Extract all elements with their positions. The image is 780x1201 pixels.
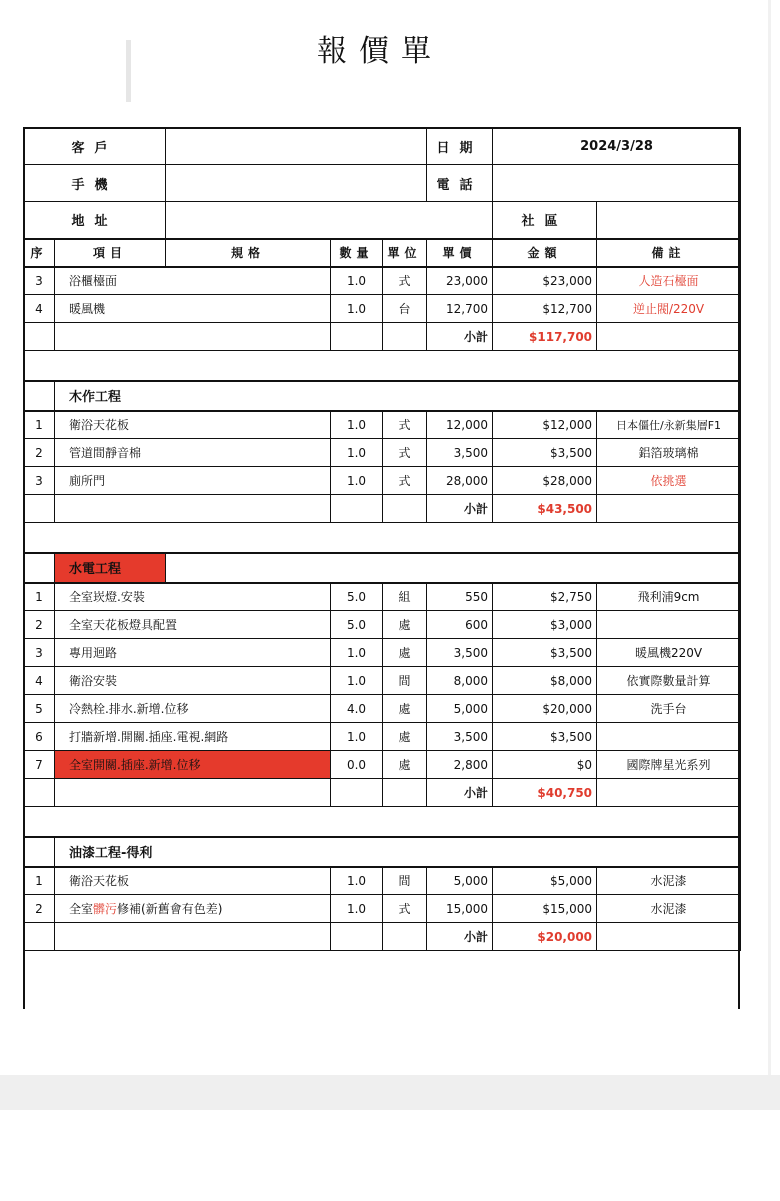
row-no: 3 (24, 639, 55, 667)
table-row (24, 751, 741, 779)
row-item-highlighted: 全室開關.插座.新增.位移 (55, 751, 331, 779)
row-no: 2 (24, 611, 55, 639)
row-item: 衛浴天花板 (55, 411, 331, 439)
row-no: 2 (24, 439, 55, 467)
row-note: 逆止閥/220V (597, 295, 741, 323)
phone-value[interactable] (493, 165, 741, 202)
row-price: 2,800 (427, 751, 493, 779)
table-row (24, 723, 741, 751)
row-qty: 1.0 (331, 867, 383, 895)
document-title: 報價單 (317, 34, 443, 69)
row-qty: 1.0 (331, 295, 383, 323)
row-item-part: 修補(新舊會有色差) (117, 902, 223, 916)
date-label: 日期 (427, 128, 493, 165)
row-price: 3,500 (427, 639, 493, 667)
row-unit: 組 (383, 583, 427, 611)
row-unit: 間 (383, 867, 427, 895)
row-amount: $8,000 (493, 667, 597, 695)
col-no: 序 (24, 239, 55, 267)
phone-label: 電話 (427, 165, 493, 202)
row-price: 12,000 (427, 411, 493, 439)
section-name: 油漆工程-得利 (55, 837, 741, 867)
community-value[interactable] (597, 202, 741, 239)
page-bottom-band (0, 1075, 780, 1110)
row-amount: $3,500 (493, 639, 597, 667)
mobile-value[interactable] (166, 165, 427, 202)
address-value[interactable] (166, 202, 493, 239)
row-price: 12,700 (427, 295, 493, 323)
row-amount: $12,000 (493, 411, 597, 439)
row-no: 7 (24, 751, 55, 779)
row-amount: $15,000 (493, 895, 597, 923)
row-qty: 1.0 (331, 639, 383, 667)
row-note: 水泥漆 (597, 895, 741, 923)
customer-value[interactable] (166, 128, 427, 165)
subtotal-label: 小計 (427, 495, 493, 523)
row-note: 日本僵仕/永新集層F1 (597, 411, 741, 439)
row-item: 衛浴安裝 (55, 667, 331, 695)
row-no: 4 (24, 295, 55, 323)
row-no: 3 (24, 267, 55, 295)
col-unit: 單位 (383, 239, 427, 267)
row-item: 全室崁燈.安裝 (55, 583, 331, 611)
row-note: 鋁箔玻璃棉 (597, 439, 741, 467)
subtotal-row (24, 779, 741, 807)
row-unit: 式 (383, 467, 427, 495)
row-amount: $0 (493, 751, 597, 779)
col-item: 項目 (55, 239, 166, 267)
subtotal-row (24, 495, 741, 523)
spacer-row (24, 523, 741, 553)
row-item: 暖風機 (55, 295, 331, 323)
row-price: 3,500 (427, 439, 493, 467)
table-row (24, 611, 741, 639)
subtotal-value: $43,500 (493, 495, 597, 523)
row-note (597, 611, 741, 639)
row-item (55, 895, 331, 923)
table-row (24, 267, 741, 295)
row-qty: 4.0 (331, 695, 383, 723)
table-row (24, 583, 741, 611)
row-unit: 處 (383, 611, 427, 639)
row-note: 洗手台 (597, 695, 741, 723)
row-item: 冷熱栓.排水.新增.位移 (55, 695, 331, 723)
row-item: 專用迴路 (55, 639, 331, 667)
subtotal-label: 小計 (427, 323, 493, 351)
spacer-row (24, 807, 741, 837)
section-header-plumbing-electrical (24, 553, 741, 583)
row-note: 依實際數量計算 (597, 667, 741, 695)
row-amount: $3,000 (493, 611, 597, 639)
row-unit: 處 (383, 639, 427, 667)
row-note: 飛利浦9cm (597, 583, 741, 611)
row-note: 人造石檯面 (597, 267, 741, 295)
row-note (597, 723, 741, 751)
row-price: 3,500 (427, 723, 493, 751)
quote-table (23, 127, 741, 951)
row-amount: $3,500 (493, 439, 597, 467)
row-unit: 式 (383, 895, 427, 923)
table-row (24, 639, 741, 667)
row-qty: 1.0 (331, 267, 383, 295)
row-unit: 間 (383, 667, 427, 695)
subtotal-row (24, 323, 741, 351)
row-amount: $20,000 (493, 695, 597, 723)
table-row (24, 467, 741, 495)
row-item: 打牆新增.開關.插座.電視.網路 (55, 723, 331, 751)
row-amount: $2,750 (493, 583, 597, 611)
col-note: 備註 (597, 239, 741, 267)
table-row (24, 295, 741, 323)
row-price: 15,000 (427, 895, 493, 923)
row-qty: 1.0 (331, 467, 383, 495)
row-no: 1 (24, 583, 55, 611)
row-amount: $23,000 (493, 267, 597, 295)
row-unit: 台 (383, 295, 427, 323)
community-label: 社區 (493, 202, 597, 239)
row-item: 廁所門 (55, 467, 331, 495)
row-unit: 處 (383, 723, 427, 751)
row-no: 3 (24, 467, 55, 495)
table-row (24, 439, 741, 467)
row-unit: 式 (383, 267, 427, 295)
row-amount: $28,000 (493, 467, 597, 495)
row-amount: $12,700 (493, 295, 597, 323)
row-item: 管道間靜音棉 (55, 439, 331, 467)
spacer-row (24, 351, 741, 381)
table-row (24, 667, 741, 695)
mobile-label: 手機 (24, 165, 166, 202)
row-price: 550 (427, 583, 493, 611)
row-no: 1 (24, 411, 55, 439)
row-no: 1 (24, 867, 55, 895)
row-item-part: 全室 (69, 902, 94, 916)
column-header-row (24, 239, 741, 267)
section-header-painting (24, 837, 741, 867)
subtotal-label: 小計 (427, 923, 493, 951)
row-item: 全室天花板燈具配置 (55, 611, 331, 639)
row-qty: 1.0 (331, 895, 383, 923)
row-unit: 處 (383, 695, 427, 723)
row-price: 600 (427, 611, 493, 639)
section-name: 水電工程 (55, 553, 166, 583)
table-row (24, 695, 741, 723)
row-qty: 1.0 (331, 667, 383, 695)
table-row (24, 867, 741, 895)
row-qty: 1.0 (331, 439, 383, 467)
row-note: 水泥漆 (597, 867, 741, 895)
row-qty: 1.0 (331, 411, 383, 439)
table-row (24, 895, 741, 923)
row-item: 衛浴天花板 (55, 867, 331, 895)
subtotal-value: $117,700 (493, 323, 597, 351)
page-edge (768, 0, 771, 1075)
row-no: 5 (24, 695, 55, 723)
section-header-woodwork (24, 381, 741, 411)
header-row-customer (24, 128, 741, 165)
col-price: 單價 (427, 239, 493, 267)
row-note: 依挑選 (597, 467, 741, 495)
row-amount: $3,500 (493, 723, 597, 751)
subtotal-value: $20,000 (493, 923, 597, 951)
row-price: 23,000 (427, 267, 493, 295)
row-price: 28,000 (427, 467, 493, 495)
row-price: 8,000 (427, 667, 493, 695)
customer-label: 客戶 (24, 128, 166, 165)
row-no: 2 (24, 895, 55, 923)
row-note: 國際牌星光系列 (597, 751, 741, 779)
row-qty: 5.0 (331, 611, 383, 639)
subtotal-row (24, 923, 741, 951)
subtotal-label: 小計 (427, 779, 493, 807)
section-name: 木作工程 (55, 381, 741, 411)
row-unit: 式 (383, 439, 427, 467)
row-no: 6 (24, 723, 55, 751)
header-row-address (24, 202, 741, 239)
address-label: 地址 (24, 202, 166, 239)
row-price: 5,000 (427, 867, 493, 895)
row-qty: 1.0 (331, 723, 383, 751)
col-amount: 金額 (493, 239, 597, 267)
col-qty: 數量 (331, 239, 383, 267)
subtotal-value: $40,750 (493, 779, 597, 807)
row-item-emphasis: 髒污 (93, 902, 118, 916)
row-unit: 處 (383, 751, 427, 779)
row-price: 5,000 (427, 695, 493, 723)
row-note: 暖風機220V (597, 639, 741, 667)
row-unit: 式 (383, 411, 427, 439)
row-no: 4 (24, 667, 55, 695)
row-qty: 5.0 (331, 583, 383, 611)
col-spec: 規格 (166, 239, 331, 267)
row-amount: $5,000 (493, 867, 597, 895)
row-qty: 0.0 (331, 751, 383, 779)
row-item: 浴櫃檯面 (55, 267, 331, 295)
date-value: 2024/3/28 (493, 128, 741, 165)
table-row (24, 411, 741, 439)
header-row-mobile (24, 165, 741, 202)
